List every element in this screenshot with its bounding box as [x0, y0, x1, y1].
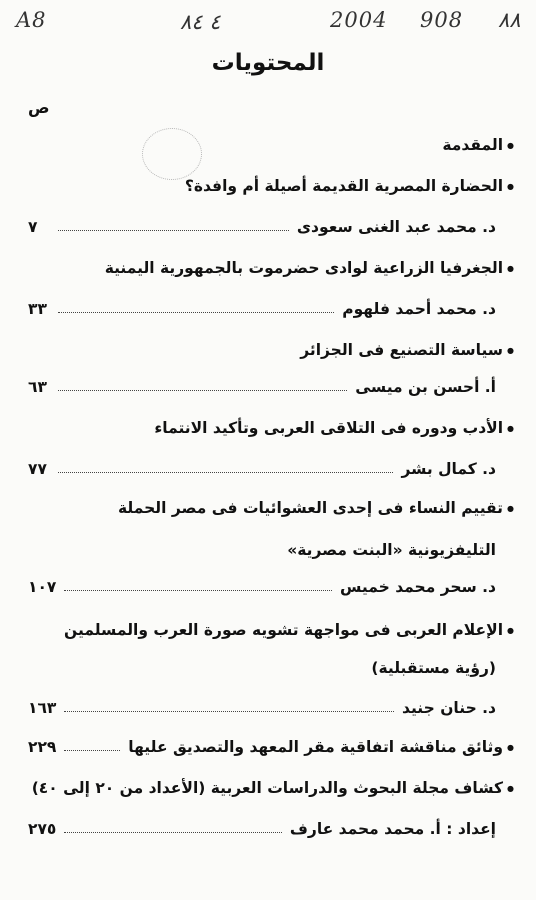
toc-topic: ● سياسة التصنيع فى الجزائر [300, 340, 514, 361]
toc-entry-row [28, 576, 496, 596]
toc-topic-intro: ● المقدمة [442, 135, 514, 156]
dot-leader [58, 312, 334, 313]
toc-entry-row [28, 376, 496, 396]
toc-page-number: ٢٧٥ [28, 820, 57, 838]
toc-author: إعداد : أ. محمد محمد عارف [289, 820, 496, 838]
dot-leader [64, 711, 394, 712]
toc-topic-continuation: (رؤية مستقبلية) [371, 659, 496, 677]
dot-leader [64, 590, 332, 591]
dot-leader [58, 230, 289, 231]
toc-author: د. حنان جنيد [402, 699, 496, 717]
dot-leader [64, 750, 120, 751]
toc-topic: ● الجغرفيا الزراعية لوادى حضرموت بالجمهورية اليمنية [105, 258, 514, 279]
toc-page-number: ٣٣ [28, 300, 47, 318]
toc-topic: ● الأدب ودوره فى التلاقى العربى وتأكيد الانتماء [154, 418, 514, 439]
handwritten-note-1: A8 [16, 8, 47, 32]
toc-author: د. سحر محمد خميس [340, 578, 496, 596]
toc-entry-row [28, 818, 496, 838]
toc-page-number: ١٠٧ [28, 578, 57, 596]
toc-page-number: ٧٧ [28, 460, 47, 478]
toc-author: د. كمال بشر [401, 460, 496, 478]
toc-page-number: ٢٢٩ [28, 738, 57, 756]
toc-author: د. محمد أحمد فلهوم [342, 300, 496, 318]
toc-entry-row [28, 458, 496, 478]
handwritten-note-4: 908 [420, 8, 464, 32]
handwritten-note-2: ٤ ٨٤ [180, 10, 221, 34]
dot-leader [58, 472, 393, 473]
toc-entry-row [28, 216, 496, 236]
page-column-label: ص [28, 98, 50, 117]
toc-author: د. محمد عبد الغنى سعودى [296, 218, 496, 236]
handwritten-note-3: 2004 [330, 8, 388, 32]
toc-author: أ. أحسن بن ميسى [355, 378, 496, 396]
page-title: المحتويات [211, 50, 325, 76]
toc-topic: ● الحضارة المصرية القديمة أصيلة أم وافدة؟ [185, 176, 514, 197]
toc-page-number: ١٦٣ [28, 699, 57, 717]
toc-page-number: ٧ [28, 218, 38, 236]
handwritten-note-5: ٨٨ [498, 8, 521, 32]
library-stamp [142, 128, 202, 180]
toc-topic: ● وثائق مناقشة اتفاقية مقر المعهد والتصديق عليها [120, 738, 514, 756]
toc-topic: ● تقييم النساء فى إحدى العشوائيات فى مصر الحملة [118, 498, 514, 519]
toc-entry-row [28, 697, 496, 717]
dot-leader [64, 832, 282, 833]
toc-topic: ● كشاف مجلة البحوث والدراسات العربية (الأعداد من ٢٠ إلى ٤٠) [32, 778, 514, 799]
toc-topic-continuation: التليفزيونية «البنت مصرية» [287, 541, 496, 559]
toc-entry-row [28, 298, 496, 318]
toc-topic: ● الإعلام العربى فى مواجهة تشويه صورة العرب والمسلمين [64, 620, 514, 641]
toc-page-number: ٦٣ [28, 378, 47, 396]
toc-entry-row [28, 736, 514, 756]
dot-leader [58, 390, 347, 391]
